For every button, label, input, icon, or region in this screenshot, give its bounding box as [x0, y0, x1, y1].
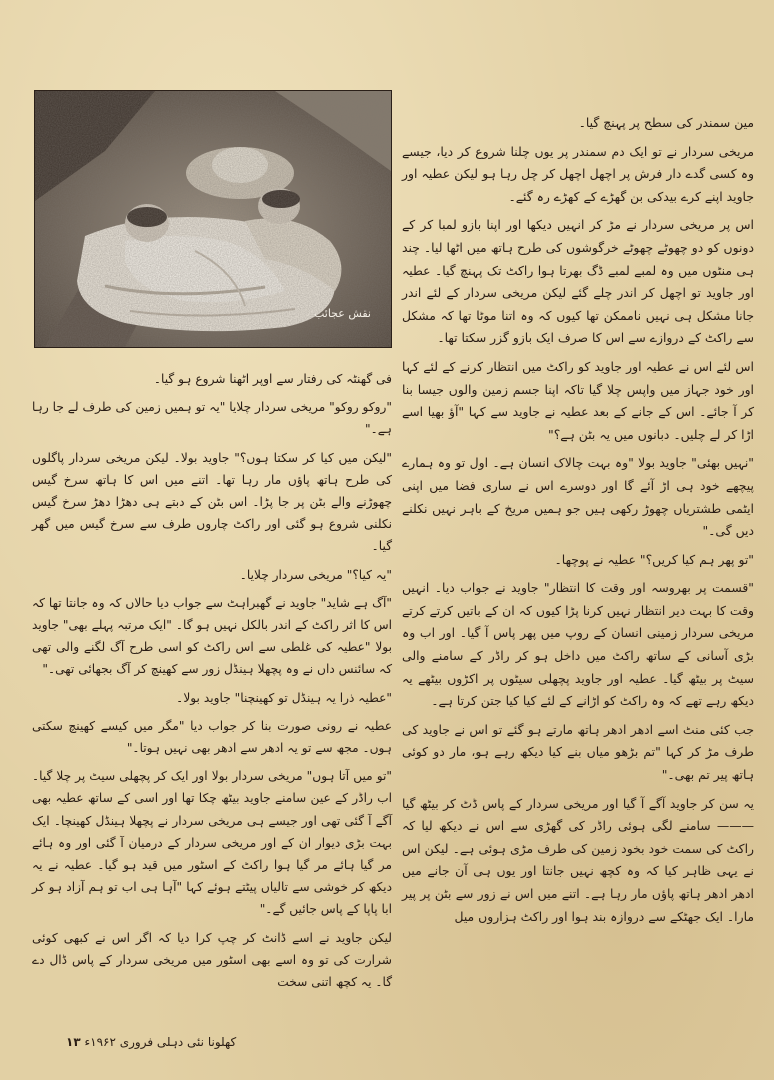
photo-caption: نقش عجائب: [313, 307, 371, 320]
children-on-ground-image: [35, 91, 391, 347]
paragraph: مین سمندر کی سطح پر پہنچ گیا۔: [578, 115, 754, 130]
paragraph: "نہیں بھئی" جاوید بولا "وہ بہت چالاک انسان ہے۔ اول تو وہ ہمارے پیچھے خود ہی اڑ آئے گا اور دوسرے اس نے ساری فضا میں اپنی ایٹمی طشتریاں چھوڑ رکھی ہیں جو ہمیں مریخ کے باہر نہیں نکلنے دیں گی۔": [402, 455, 754, 539]
page-number: ۱۳: [66, 1035, 81, 1049]
paragraph: "تو پھر ہم کیا کریں؟" عطیہ نے پوچھا۔: [554, 551, 754, 567]
right-column: [402, 112, 754, 934]
page-footer: [60, 1035, 236, 1049]
paragraph: "قسمت پر بھروسہ اور وقت کا انتظار" جاوید نے جواب دیا۔ انہیں وقت کا بہت دیر انتظار نہیں کرنا پڑا کیوں کہ ان کے باتیں کرتے کرتے مریخی سردار زمینی انسان کے روپ میں پھر پاس آ گیا۔ اور اب وہ بڑی آسانی کے ساتھ راکٹ میں داخل ہو کر راڈر کے سامنے والی سیٹ پر بیٹھ گیا۔ عطیہ اور جاوید پچھلی سیٹوں پر اکڑوں بیٹھے یہ دیکھ رہے تھے کہ وہ راکٹ کو اڑانے کے لئے کیا کیا جتن کرتا ہے۔: [402, 580, 754, 709]
paragraph: "تو میں آتا ہوں" مریخی سردار بولا اور ایک کر پچھلی سیٹ پر چلا گیا۔ اب راڈر کے عین سامنے جاوید بیٹھ چکا تھا اور اسی کے ساتھ عطیہ بھی آگے آ گئی تھی اور جیسے ہی مریخی سردار نے پچھلا ہینڈل کھینچا۔ ایک بہت بڑی دیوار ان کے اور مریخی سردار کے درمیان آ گئی اور وہ ہائے مر گیا ہائے مر گیا ہوا راکٹ کے اسٹور میں قید ہو گیا۔ عطیہ نے یہ دیکھ کر خوشی سے تالیاں پیٹتے ہوئے کہا "آہا ہی اب تو ہم آزاد ہو کر ابا پاپا کے پاس جائیں گے۔": [32, 769, 392, 917]
paragraph: "روکو روکو" مریخی سردار چلایا "یہ تو ہمیں زمین کی طرف لے جا رہا ہے۔": [32, 400, 392, 437]
paragraph: "لیکن میں کیا کر سکتا ہوں؟" جاوید بولا۔ لیکن مریخی سردار پاگلوں کی طرح ہاتھ پاؤں مار رہا تھا۔ اتنے میں اس کا ہاتھ سرخ گیس چھوڑنے والے بٹن پر جا پڑا۔ اس بٹن کے دبتے ہی دھڑا دھڑ سرخ گیس نکلنی شروع ہو گئی اور راکٹ چاروں طرف سے سرخ گیس میں گھر گیا۔: [32, 450, 392, 554]
paragraph: "عطیہ ذرا یہ ہینڈل تو کھینچنا" جاوید بولا۔: [176, 690, 392, 705]
paragraph: یہ سن کر جاوید آگے آ گیا اور مریخی سردار کے پاس ڈٹ کر بیٹھ گیا ——— سامنے لگی ہوئی راڈر کی گھڑی سے اس نے دیکھ لیا کہ راکٹ کی سمت خود بخود زمین کی طرف مڑی ہوئی ہے۔ لیکن اس نے یہی ظاہر کیا کہ وہ کچھ نہیں جانتا اور یوں ہی آن جانے میں ادھر ادھر ہاتھ پاؤں مار رہا ہے۔ اتنے میں اس نے زور سے بٹن پر پیر مارا۔ ایک جھٹکے سے دروازہ بند ہوا اور راکٹ ہزاروں میل: [402, 795, 754, 924]
magazine-name: کھلونا نئی دہلی فروری ۱۹۶۲ء: [84, 1035, 237, 1049]
paragraph: جب کئی منٹ اسے ادھر ادھر ہاتھ مارتے ہو گئے تو اس نے جاوید کی طرف مڑ کر کہا "تم بڑھو میاں بنے کیا دیکھ رہے ہو، مار دو کوئی ہاتھ پیر تم بھی۔": [402, 721, 754, 783]
left-column: [32, 368, 392, 999]
story-photo: [34, 90, 392, 348]
paragraph: مریخی سردار نے تو ایک دم سمندر پر یوں چلنا شروع کر دیا، جیسے وہ کسی گدے دار فرش پر اچھل اچھل کر چل رہا ہو لیکن عطیہ اور جاوید اپنے کرے بیدکی بن گھڑے کے کھڑے رہ گئے۔: [402, 143, 754, 204]
paragraph: "آگ ہے شاید" جاوید نے گھبراہٹ سے جواب دیا حالاں کہ وہ جانتا تھا کہ اس کا اثر راکٹ کے اندر بالکل نہیں ہو گا۔ "ایک مرتبہ پہلے بھی" جاوید بولا "عطیہ کی غلطی سے اس راکٹ کو اسی طرح آگ لگنے والی تھی کہ سائنس داں نے وہ پچھلا ہینڈل زور سے کھینچ کر آگ بجھائی تھی۔": [32, 595, 392, 677]
paragraph: اس پر مریخی سردار نے مڑ کر انہیں دیکھا اور اپنا بازو لمبا کر کے دونوں کو دو چھوٹے چھوٹے خرگوشوں کی طرح ہاتھ میں اٹھا لیا۔ چند ہی منٹوں میں وہ لمبے لمبے ڈگ بھرتا ہوا راکٹ تک پہنچ گیا۔ عطیہ اور جاوید تو اچھل کر اندر چلے گئے لیکن مریخی سردار کے لئے اندر جانا مشکل ہی نہیں ناممکن تھا کیوں کہ وہ اتنا موٹا تھا کہ مشکل سے راکٹ کے دروازے سے اس کا صرف ایک بازو گزر سکتا تھا۔: [402, 217, 754, 346]
paragraph: فی گھنٹہ کی رفتار سے اوپر اٹھنا شروع ہو گیا۔: [153, 372, 392, 386]
paragraph: عطیہ نے رونی صورت بنا کر جواب دیا "مگر میں کیسے کھینچ سکتی ہوں۔ مجھ سے تو یہ ادھر سے ادھر بھی نہیں ہوتا۔": [32, 718, 392, 756]
paragraph: لیکن جاوید نے اسے ڈانٹ کر چپ کرا دیا کہ اگر اس نے کبھی کوئی شرارت کی تو وہ اسے بھی اسٹور میں مریخی سردار کے پاس ڈال دے گا۔ یہ کچھ اتنی سخت: [32, 930, 392, 990]
paragraph: اس لئے اس نے عطیہ اور جاوید کو راکٹ میں انتظار کرنے کے لئے کہا اور خود جہاز میں واپس چلا گیا تاکہ اپنا جسم زمین والوں جیسا بنا کر آ جائے۔ اس کے جانے کے بعد عطیہ نے جاوید سے کہا "آؤ بھیا اسے اڑا کر لے چلیں۔ دبانوں میں یہ بٹن ہے؟": [402, 358, 754, 442]
paragraph: "یہ کیا؟" مریخی سردار چلایا۔: [239, 567, 392, 582]
